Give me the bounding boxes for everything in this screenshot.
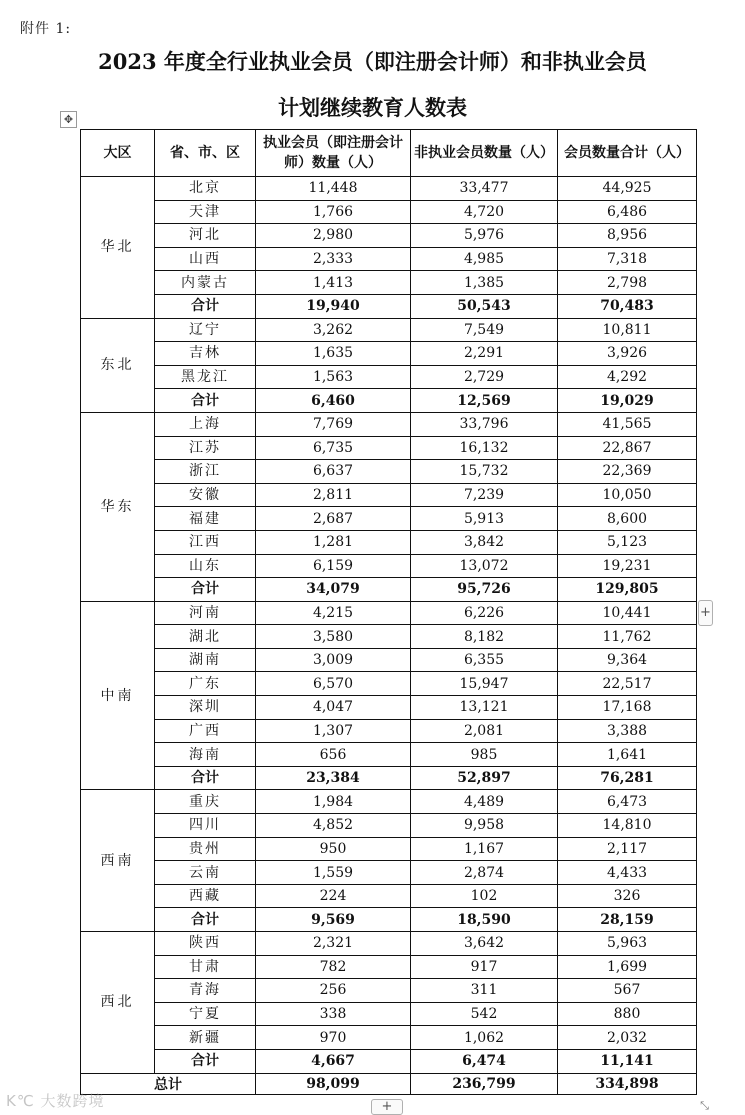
- table-row: [81, 530, 697, 554]
- subtotal-label: 合计: [155, 1049, 256, 1073]
- subtotal-non-practicing: 50,543: [411, 294, 558, 318]
- table-row: [81, 507, 697, 531]
- region-cell: 华东: [81, 412, 155, 601]
- table-row: [81, 696, 697, 720]
- total-cell: 41,565: [558, 412, 697, 436]
- practicing-cell: 4,852: [256, 814, 411, 838]
- total-cell: 22,369: [558, 460, 697, 484]
- non-practicing-cell: 5,913: [411, 507, 558, 531]
- practicing-cell: 1,984: [256, 790, 411, 814]
- subtotal-non-practicing: 6,474: [411, 1049, 558, 1073]
- total-cell: 9,364: [558, 648, 697, 672]
- non-practicing-cell: 2,729: [411, 365, 558, 389]
- subtotal-total: 28,159: [558, 908, 697, 932]
- practicing-cell: 2,321: [256, 932, 411, 956]
- subtotal-non-practicing: 52,897: [411, 766, 558, 790]
- practicing-cell: 1,307: [256, 719, 411, 743]
- total-cell: 2,032: [558, 1026, 697, 1050]
- total-cell: 3,926: [558, 342, 697, 366]
- table-row: [81, 719, 697, 743]
- practicing-cell: 4,215: [256, 601, 411, 625]
- non-practicing-cell: 4,985: [411, 247, 558, 271]
- total-cell: 2,117: [558, 837, 697, 861]
- table-move-handle-icon[interactable]: ✥: [60, 111, 77, 128]
- annex-label: 附件 1:: [20, 21, 72, 37]
- table-row: [81, 554, 697, 578]
- table-row: [81, 861, 697, 885]
- practicing-cell: 1,563: [256, 365, 411, 389]
- subtotal-practicing: 6,460: [256, 389, 411, 413]
- document-title-line-2: 计划继续教育人数表: [278, 95, 467, 120]
- total-cell: 880: [558, 1002, 697, 1026]
- table-row: [81, 1002, 697, 1026]
- header-total: 会员数量合计（人）: [558, 130, 697, 177]
- table-row: [81, 884, 697, 908]
- table-row: [81, 342, 697, 366]
- province-cell: 甘肃: [155, 955, 256, 979]
- subtotal-label: 合计: [155, 389, 256, 413]
- subtotal-practicing: 9,569: [256, 908, 411, 932]
- table-row: [81, 483, 697, 507]
- province-cell: 海南: [155, 743, 256, 767]
- province-cell: 安徽: [155, 483, 256, 507]
- non-practicing-cell: 4,720: [411, 200, 558, 224]
- non-practicing-cell: 1,385: [411, 271, 558, 295]
- total-cell: 567: [558, 979, 697, 1003]
- total-cell: 4,433: [558, 861, 697, 885]
- table-row: [81, 271, 697, 295]
- province-cell: 陕西: [155, 932, 256, 956]
- table-row: [81, 932, 697, 956]
- subtotal-label: 合计: [155, 578, 256, 602]
- grand-total-row: [81, 1073, 697, 1094]
- province-cell: 湖北: [155, 625, 256, 649]
- non-practicing-cell: 15,732: [411, 460, 558, 484]
- total-cell: 1,641: [558, 743, 697, 767]
- non-practicing-cell: 2,081: [411, 719, 558, 743]
- header-region: 大区: [81, 130, 155, 177]
- province-cell: 云南: [155, 861, 256, 885]
- header-non-practicing: 非执业会员数量（人）: [411, 130, 558, 177]
- practicing-cell: 6,570: [256, 672, 411, 696]
- subtotal-practicing: 4,667: [256, 1049, 411, 1073]
- non-practicing-cell: 7,549: [411, 318, 558, 342]
- total-cell: 6,473: [558, 790, 697, 814]
- subtotal-total: 11,141: [558, 1049, 697, 1073]
- practicing-cell: 6,637: [256, 460, 411, 484]
- non-practicing-cell: 985: [411, 743, 558, 767]
- table-row: [81, 625, 697, 649]
- table-row: [81, 436, 697, 460]
- header-province: 省、市、区: [155, 130, 256, 177]
- province-cell: 贵州: [155, 837, 256, 861]
- header-practicing: 执业会员（即注册会计师）数量（人）: [256, 130, 411, 177]
- subtotal-practicing: 19,940: [256, 294, 411, 318]
- practicing-cell: 256: [256, 979, 411, 1003]
- practicing-cell: 3,580: [256, 625, 411, 649]
- province-cell: 内蒙古: [155, 271, 256, 295]
- non-practicing-cell: 6,226: [411, 601, 558, 625]
- practicing-cell: 6,735: [256, 436, 411, 460]
- total-cell: 10,811: [558, 318, 697, 342]
- non-practicing-cell: 9,958: [411, 814, 558, 838]
- total-cell: 326: [558, 884, 697, 908]
- province-cell: 深圳: [155, 696, 256, 720]
- practicing-cell: 2,980: [256, 224, 411, 248]
- province-cell: 河北: [155, 224, 256, 248]
- subtotal-row: [81, 908, 697, 932]
- table-body: [81, 177, 697, 1074]
- province-cell: 江苏: [155, 436, 256, 460]
- table-row: [81, 224, 697, 248]
- subtotal-practicing: 34,079: [256, 578, 411, 602]
- non-practicing-cell: 33,796: [411, 412, 558, 436]
- non-practicing-cell: 13,121: [411, 696, 558, 720]
- table-row: [81, 814, 697, 838]
- table-row: [81, 412, 697, 436]
- practicing-cell: 2,811: [256, 483, 411, 507]
- non-practicing-cell: 2,291: [411, 342, 558, 366]
- cpd-stats-table: [80, 129, 697, 1095]
- total-cell: 5,963: [558, 932, 697, 956]
- table-row: [81, 1026, 697, 1050]
- province-cell: 广西: [155, 719, 256, 743]
- table-row: [81, 955, 697, 979]
- non-practicing-cell: 15,947: [411, 672, 558, 696]
- table-header-row: [81, 130, 697, 177]
- total-cell: 5,123: [558, 530, 697, 554]
- table-row: [81, 460, 697, 484]
- table-row: [81, 365, 697, 389]
- grand-total-total: 334,898: [558, 1073, 697, 1094]
- non-practicing-cell: 542: [411, 1002, 558, 1026]
- table-row: [81, 247, 697, 271]
- total-cell: 8,600: [558, 507, 697, 531]
- table-row: [81, 743, 697, 767]
- province-cell: 四川: [155, 814, 256, 838]
- table-row: [81, 672, 697, 696]
- subtotal-row: [81, 766, 697, 790]
- practicing-cell: 2,687: [256, 507, 411, 531]
- grand-total-label: 总计: [81, 1073, 256, 1094]
- subtotal-row: [81, 578, 697, 602]
- practicing-cell: 11,448: [256, 177, 411, 201]
- total-cell: 7,318: [558, 247, 697, 271]
- region-cell: 中南: [81, 601, 155, 790]
- subtotal-label: 合计: [155, 766, 256, 790]
- table-resize-icon[interactable]: ⤡: [700, 1099, 709, 1112]
- table-row: [81, 979, 697, 1003]
- province-cell: 重庆: [155, 790, 256, 814]
- province-cell: 浙江: [155, 460, 256, 484]
- subtotal-row: [81, 389, 697, 413]
- region-cell: 西南: [81, 790, 155, 932]
- subtotal-non-practicing: 18,590: [411, 908, 558, 932]
- province-cell: 青海: [155, 979, 256, 1003]
- province-cell: 新疆: [155, 1026, 256, 1050]
- practicing-cell: 1,635: [256, 342, 411, 366]
- subtotal-label: 合计: [155, 294, 256, 318]
- non-practicing-cell: 2,874: [411, 861, 558, 885]
- non-practicing-cell: 7,239: [411, 483, 558, 507]
- subtotal-total: 19,029: [558, 389, 697, 413]
- subtotal-total: 70,483: [558, 294, 697, 318]
- subtotal-row: [81, 294, 697, 318]
- subtotal-total: 129,805: [558, 578, 697, 602]
- total-cell: 22,867: [558, 436, 697, 460]
- total-cell: 17,168: [558, 696, 697, 720]
- table-row: [81, 200, 697, 224]
- practicing-cell: 7,769: [256, 412, 411, 436]
- non-practicing-cell: 1,062: [411, 1026, 558, 1050]
- table-row: [81, 177, 697, 201]
- total-cell: 6,486: [558, 200, 697, 224]
- practicing-cell: 1,281: [256, 530, 411, 554]
- practicing-cell: 3,262: [256, 318, 411, 342]
- subtotal-non-practicing: 12,569: [411, 389, 558, 413]
- practicing-cell: 1,559: [256, 861, 411, 885]
- total-cell: 19,231: [558, 554, 697, 578]
- province-cell: 辽宁: [155, 318, 256, 342]
- table-row: [81, 648, 697, 672]
- table-row: [81, 790, 697, 814]
- grand-total-non-practicing: 236,799: [411, 1073, 558, 1094]
- table-row: [81, 837, 697, 861]
- non-practicing-cell: 102: [411, 884, 558, 908]
- non-practicing-cell: 311: [411, 979, 558, 1003]
- practicing-cell: 6,159: [256, 554, 411, 578]
- non-practicing-cell: 5,976: [411, 224, 558, 248]
- practicing-cell: 950: [256, 837, 411, 861]
- province-cell: 广东: [155, 672, 256, 696]
- table-row: [81, 318, 697, 342]
- add-row-button[interactable]: +: [371, 1099, 403, 1115]
- total-cell: 10,050: [558, 483, 697, 507]
- total-cell: 22,517: [558, 672, 697, 696]
- total-cell: 1,699: [558, 955, 697, 979]
- region-cell: 东北: [81, 318, 155, 412]
- total-cell: 8,956: [558, 224, 697, 248]
- non-practicing-cell: 8,182: [411, 625, 558, 649]
- non-practicing-cell: 16,132: [411, 436, 558, 460]
- subtotal-non-practicing: 95,726: [411, 578, 558, 602]
- non-practicing-cell: 33,477: [411, 177, 558, 201]
- province-cell: 江西: [155, 530, 256, 554]
- non-practicing-cell: 13,072: [411, 554, 558, 578]
- document-title-line-1: 2023 年度全行业执业会员（即注册会计师）和非执业会员: [98, 49, 647, 74]
- province-cell: 北京: [155, 177, 256, 201]
- practicing-cell: 1,766: [256, 200, 411, 224]
- subtotal-practicing: 23,384: [256, 766, 411, 790]
- non-practicing-cell: 3,842: [411, 530, 558, 554]
- total-cell: 11,762: [558, 625, 697, 649]
- province-cell: 上海: [155, 412, 256, 436]
- practicing-cell: 3,009: [256, 648, 411, 672]
- total-cell: 14,810: [558, 814, 697, 838]
- non-practicing-cell: 1,167: [411, 837, 558, 861]
- non-practicing-cell: 917: [411, 955, 558, 979]
- subtotal-total: 76,281: [558, 766, 697, 790]
- total-cell: 2,798: [558, 271, 697, 295]
- practicing-cell: 970: [256, 1026, 411, 1050]
- practicing-cell: 2,333: [256, 247, 411, 271]
- add-column-button[interactable]: +: [698, 600, 713, 626]
- province-cell: 天津: [155, 200, 256, 224]
- subtotal-label: 合计: [155, 908, 256, 932]
- total-cell: 4,292: [558, 365, 697, 389]
- region-cell: 华北: [81, 177, 155, 319]
- non-practicing-cell: 3,642: [411, 932, 558, 956]
- practicing-cell: 656: [256, 743, 411, 767]
- region-cell: 西北: [81, 932, 155, 1074]
- practicing-cell: 782: [256, 955, 411, 979]
- province-cell: 宁夏: [155, 1002, 256, 1026]
- total-cell: 3,388: [558, 719, 697, 743]
- practicing-cell: 224: [256, 884, 411, 908]
- province-cell: 湖南: [155, 648, 256, 672]
- province-cell: 西藏: [155, 884, 256, 908]
- total-cell: 44,925: [558, 177, 697, 201]
- watermark: K℃ 大数跨境: [6, 1092, 105, 1110]
- non-practicing-cell: 6,355: [411, 648, 558, 672]
- province-cell: 吉林: [155, 342, 256, 366]
- practicing-cell: 1,413: [256, 271, 411, 295]
- province-cell: 河南: [155, 601, 256, 625]
- total-cell: 10,441: [558, 601, 697, 625]
- subtotal-row: [81, 1049, 697, 1073]
- practicing-cell: 4,047: [256, 696, 411, 720]
- practicing-cell: 338: [256, 1002, 411, 1026]
- grand-total-practicing: 98,099: [256, 1073, 411, 1094]
- table-row: [81, 601, 697, 625]
- province-cell: 山西: [155, 247, 256, 271]
- province-cell: 黑龙江: [155, 365, 256, 389]
- province-cell: 福建: [155, 507, 256, 531]
- province-cell: 山东: [155, 554, 256, 578]
- non-practicing-cell: 4,489: [411, 790, 558, 814]
